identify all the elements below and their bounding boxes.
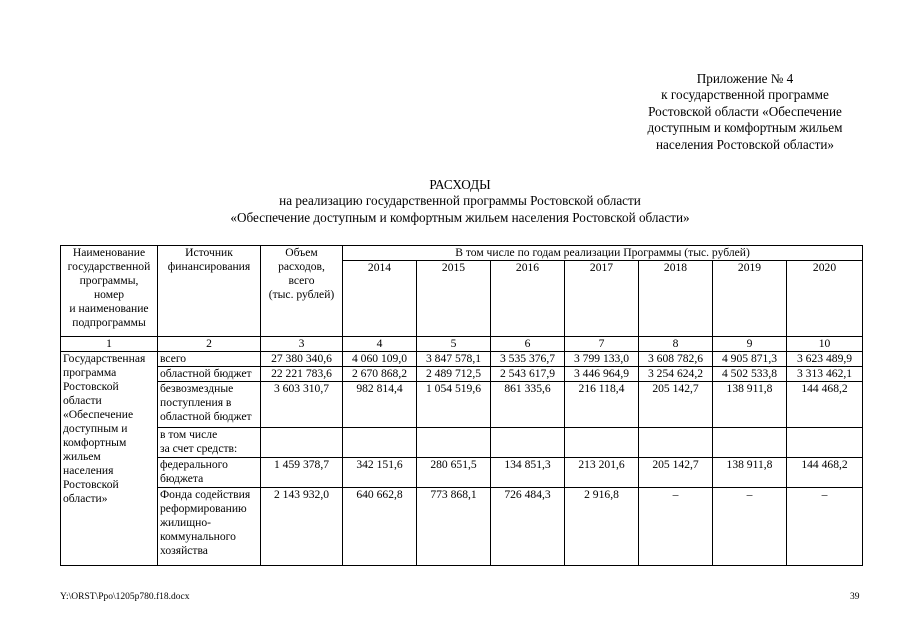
year-value-cell: 3 799 133,0 <box>565 352 639 367</box>
source-line: в том числе <box>160 428 218 441</box>
year-value-cell: 3 313 462,1 <box>787 367 863 382</box>
header-name-line: и наименование <box>69 302 149 315</box>
appendix-line: доступным и комфортным жильем <box>647 120 843 136</box>
column-number-cell: 6 <box>491 337 565 352</box>
source-line: жилищно- <box>160 516 211 529</box>
header-year-cell: 2020 <box>787 261 863 337</box>
program-name-line: Ростовской <box>63 478 119 491</box>
program-name-cell <box>61 352 158 566</box>
program-name-line: доступным и <box>63 422 128 435</box>
year-value-cell: 640 662,8 <box>343 488 417 566</box>
column-number-cell: 10 <box>787 337 863 352</box>
table-row <box>61 428 863 458</box>
header-total-line: (тыс. рублей) <box>268 288 335 301</box>
table-row <box>61 458 863 488</box>
column-number-cell: 3 <box>261 337 343 352</box>
year-value-cell: 2 916,8 <box>565 488 639 566</box>
header-total-line: расходов, <box>278 260 325 273</box>
year-value-cell: 726 484,3 <box>491 488 565 566</box>
table-row <box>61 382 863 428</box>
total-cell: 2 143 932,0 <box>261 488 343 566</box>
source-line: реформированию <box>160 502 247 515</box>
year-value-cell: 144 468,2 <box>787 382 863 428</box>
year-value-cell: 1 054 519,6 <box>417 382 491 428</box>
column-number-cell: 2 <box>158 337 261 352</box>
program-name-line: области» <box>63 492 108 505</box>
table-row <box>61 488 863 566</box>
appendix-block <box>600 71 890 153</box>
program-name-line: населения <box>63 464 114 477</box>
source-line: федерального <box>160 458 228 471</box>
table-row <box>61 367 863 382</box>
source-cell <box>158 458 261 488</box>
total-cell <box>261 428 343 458</box>
program-name-line: «Обеспечение <box>63 408 134 421</box>
header-source-line: Источник <box>185 246 233 259</box>
year-value-cell: 144 468,2 <box>787 458 863 488</box>
program-name-line: комфортным <box>63 436 127 449</box>
program-name-line: Государственная <box>63 352 146 365</box>
program-name-line: области <box>63 394 102 407</box>
year-value-cell: 3 847 578,1 <box>417 352 491 367</box>
header-total-cell <box>261 246 343 337</box>
total-cell: 3 603 310,7 <box>261 382 343 428</box>
total-cell: 27 380 340,6 <box>261 352 343 367</box>
header-row-top <box>61 246 863 261</box>
year-value-cell: 3 623 489,9 <box>787 352 863 367</box>
program-name-line: программа <box>63 366 117 379</box>
year-value-cell: 138 911,8 <box>713 458 787 488</box>
heading-line: РАСХОДЫ <box>429 177 491 192</box>
source-line: бюджета <box>160 472 204 485</box>
column-number-cell: 5 <box>417 337 491 352</box>
year-value-cell: 213 201,6 <box>565 458 639 488</box>
document-heading <box>0 177 905 226</box>
header-name-line: подпрограммы <box>72 316 146 329</box>
header-name-line: программы, <box>79 274 139 287</box>
year-value-cell: 2 670 868,2 <box>343 367 417 382</box>
year-value-cell: – <box>787 488 863 566</box>
year-value-cell: 3 608 782,6 <box>639 352 713 367</box>
source-line: Фонда содействия <box>160 488 251 501</box>
year-value-cell <box>417 428 491 458</box>
year-value-cell: 205 142,7 <box>639 382 713 428</box>
year-value-cell: 982 814,4 <box>343 382 417 428</box>
heading-line: «Обеспечение доступным и комфортным жильем населения Ростовской области» <box>230 209 690 225</box>
header-total-line: всего <box>288 274 315 287</box>
source-line: поступления в <box>160 396 232 409</box>
header-total-line: Объем <box>285 246 318 259</box>
header-source-cell <box>158 246 261 337</box>
header-name-line: государственной <box>67 260 151 273</box>
footer-file-path: Y:\ORST\Ppo\1205p780.f18.docx <box>60 592 190 602</box>
header-name-line: Наименование <box>72 246 146 259</box>
year-value-cell: 2 543 617,9 <box>491 367 565 382</box>
year-value-cell: 134 851,3 <box>491 458 565 488</box>
header-row-numbers <box>61 337 863 352</box>
column-number-cell: 1 <box>61 337 158 352</box>
year-value-cell: 280 651,5 <box>417 458 491 488</box>
expenditure-table <box>60 245 863 566</box>
source-line: безвозмездные <box>160 382 234 395</box>
source-line: областной бюджет <box>160 367 252 380</box>
year-value-cell <box>491 428 565 458</box>
column-number-cell: 9 <box>713 337 787 352</box>
year-value-cell: 4 060 109,0 <box>343 352 417 367</box>
source-cell <box>158 382 261 428</box>
year-value-cell: 205 142,7 <box>639 458 713 488</box>
source-line: областной бюджет <box>160 410 252 423</box>
year-value-cell: 138 911,8 <box>713 382 787 428</box>
column-number-cell: 8 <box>639 337 713 352</box>
total-cell: 1 459 378,7 <box>261 458 343 488</box>
year-value-cell: 2 489 712,5 <box>417 367 491 382</box>
appendix-line: Ростовской области «Обеспечение <box>648 103 842 119</box>
year-value-cell <box>787 428 863 458</box>
source-line: всего <box>160 352 187 365</box>
year-value-cell: 4 905 871,3 <box>713 352 787 367</box>
program-name-line: Ростовской <box>63 380 119 393</box>
column-number-cell: 7 <box>565 337 639 352</box>
source-line: коммунального <box>160 530 236 543</box>
year-value-cell: 342 151,6 <box>343 458 417 488</box>
header-year-cell: 2019 <box>713 261 787 337</box>
source-cell <box>158 367 261 382</box>
year-value-cell: 3 254 624,2 <box>639 367 713 382</box>
heading-line: на реализацию государственной программы Ростовской области <box>279 193 641 209</box>
year-value-cell: 861 335,6 <box>491 382 565 428</box>
header-year-cell: 2015 <box>417 261 491 337</box>
header-name-line: номер <box>93 288 125 301</box>
header-source-line: финансирования <box>167 260 251 273</box>
year-value-cell <box>713 428 787 458</box>
year-value-cell: 3 446 964,9 <box>565 367 639 382</box>
year-value-cell <box>639 428 713 458</box>
source-cell <box>158 428 261 458</box>
year-value-cell <box>565 428 639 458</box>
footer-page-number: 39 <box>850 592 860 602</box>
year-value-cell: – <box>713 488 787 566</box>
header-years-group: В том числе по годам реализации Программы (тыс. рублей) <box>343 246 863 261</box>
total-cell: 22 221 783,6 <box>261 367 343 382</box>
source-line: хозяйства <box>160 544 208 557</box>
column-number-cell: 4 <box>343 337 417 352</box>
source-line: за счет средств: <box>160 442 238 455</box>
year-value-cell: – <box>639 488 713 566</box>
year-value-cell: 3 535 376,7 <box>491 352 565 367</box>
year-value-cell: 216 118,4 <box>565 382 639 428</box>
header-year-cell: 2014 <box>343 261 417 337</box>
year-value-cell: 4 502 533,8 <box>713 367 787 382</box>
year-value-cell <box>343 428 417 458</box>
appendix-line: к государственной программе <box>661 87 829 103</box>
header-year-cell: 2016 <box>491 261 565 337</box>
appendix-line: населения Ростовской области» <box>655 136 835 152</box>
table-row <box>61 352 863 367</box>
source-cell <box>158 352 261 367</box>
year-value-cell: 773 868,1 <box>417 488 491 566</box>
header-year-cell: 2018 <box>639 261 713 337</box>
appendix-line: Приложение № 4 <box>696 71 794 86</box>
header-name-cell <box>61 246 158 337</box>
source-cell <box>158 488 261 566</box>
program-name-line: жильем <box>63 450 101 463</box>
header-year-cell: 2017 <box>565 261 639 337</box>
